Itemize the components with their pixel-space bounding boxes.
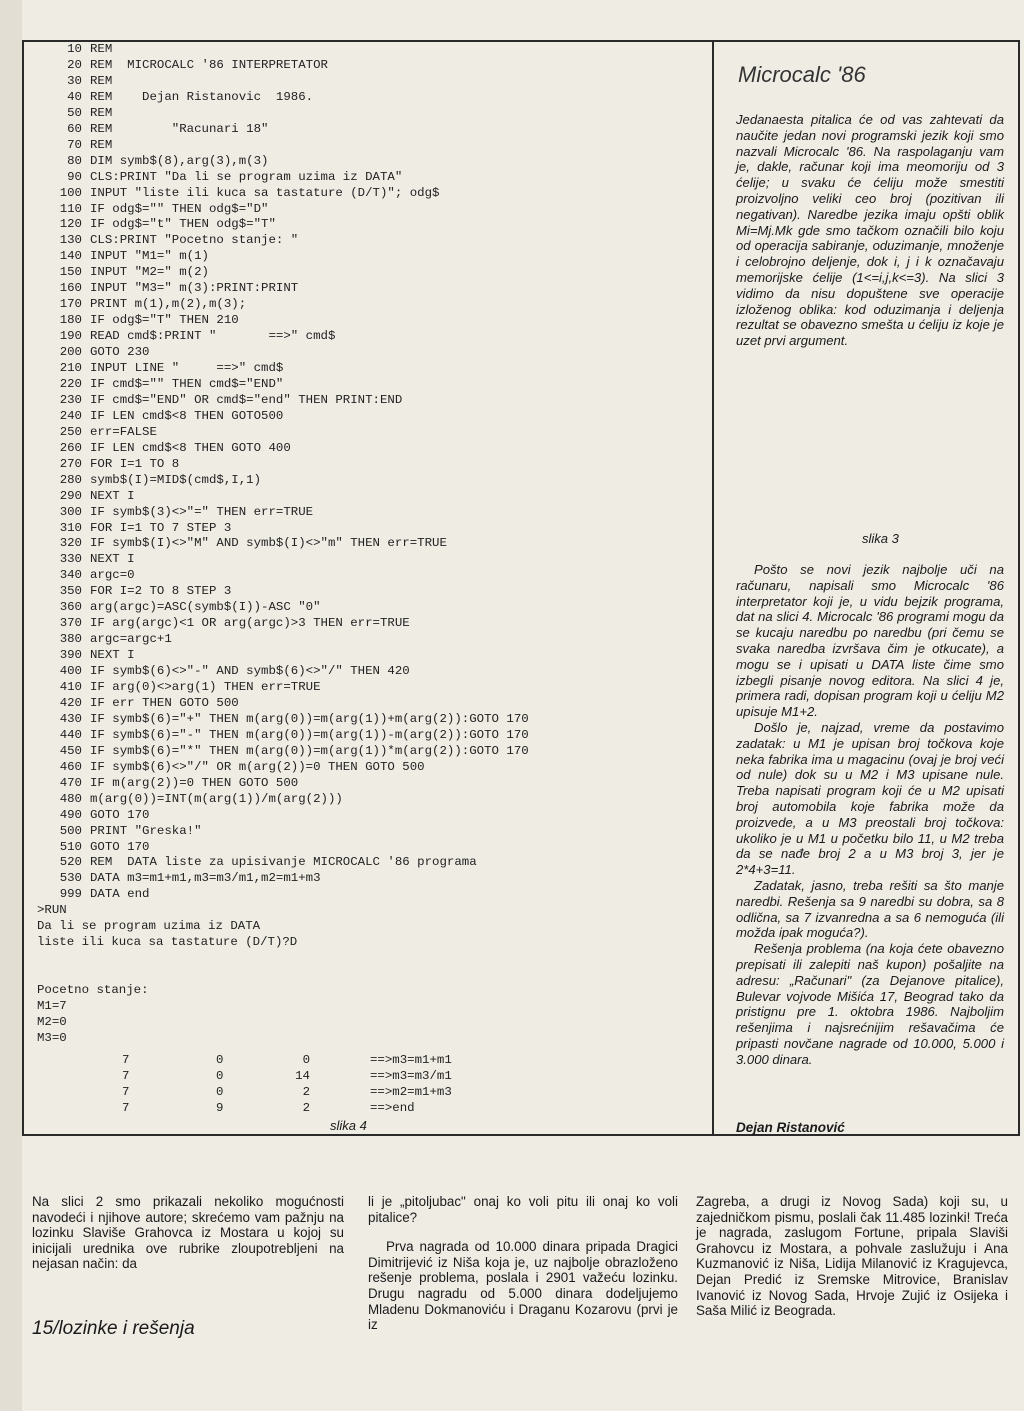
code-line — [24, 313, 239, 327]
line-number: 40 — [67, 89, 82, 104]
footer-column-3 — [696, 1194, 1008, 1319]
code-line — [24, 217, 276, 231]
code-line — [24, 329, 335, 343]
run-output-line: Pocetno stanje: — [37, 983, 149, 998]
output-table-cell: 9 — [216, 1100, 224, 1115]
code-line — [24, 249, 209, 263]
line-number: 420 — [59, 695, 82, 710]
line-number: 460 — [59, 759, 82, 774]
output-table-cell: 7 — [122, 1084, 130, 1099]
code-line — [24, 170, 402, 184]
output-table-cell: 7 — [122, 1068, 130, 1083]
line-number: 490 — [59, 807, 82, 822]
footer-paragraph: Prva nagrada od 10.000 dinara pripada Dragici Dimitrijević iz Niša koja je, uz najbolje obrazloženo rešenje problema, poslala i 2901 važeću lozinku. Drugu nagradu od 5.000 dinara dodeljujemo Mladenu Dokmanoviću i Draganu Kozarovu (prvi je iz — [368, 1239, 678, 1333]
code-text: IF symb$(6)<>"/" OR m(arg(2))=0 THEN GOTO 500 — [90, 759, 425, 774]
code-line — [24, 855, 477, 869]
main-panel — [22, 40, 1020, 1136]
code-line — [24, 186, 439, 200]
code-text: DATA m3=m1+m1,m3=m3/m1,m2=m1+m3 — [90, 871, 321, 886]
output-table-cell: 2 — [302, 1100, 310, 1115]
code-text: REM MICROCALC '86 INTERPRETATOR — [90, 57, 328, 72]
line-number: 330 — [59, 552, 82, 567]
line-number: 120 — [59, 217, 82, 232]
code-line — [24, 393, 402, 407]
line-number: 470 — [59, 775, 82, 790]
code-line — [24, 760, 425, 774]
line-number: 110 — [59, 201, 82, 216]
code-line — [24, 568, 135, 582]
line-number: 170 — [59, 297, 82, 312]
line-number: 260 — [59, 440, 82, 455]
code-line — [24, 505, 313, 519]
code-line — [24, 74, 112, 88]
article-author: Dejan Ristanović — [736, 1120, 845, 1135]
line-number: 200 — [59, 345, 82, 360]
run-output-line: liste ili kuca sa tastature (D/T)?D — [37, 935, 298, 950]
line-number: 340 — [59, 568, 82, 583]
line-number: 210 — [59, 361, 82, 375]
run-output-line: M2=0 — [37, 1014, 67, 1029]
footer-paragraph: Zagreba, a drugi iz Novog Sada) koji su, u zajedničkom pismu, poslali čak 11.485 lozinki! Treća je nagrada, zaslugom Fortune, pripala Slaviši Grahovcu iz Mostara, a pohvale zaslužuju i Ana Kuzmanović iz Niša, Lidija Milanović iz Kragujevca, Dejan Predić iz Sremske Mitrovice, Branislav Ivanović iz Novog Sada, Hrvoje Zujić iz Osijeka i Saša Milić iz Beograda. — [696, 1194, 1008, 1319]
output-table-cell: 2 — [302, 1084, 310, 1099]
code-line — [24, 871, 321, 885]
output-table-cell: 0 — [302, 1052, 310, 1067]
code-text: INPUT "M1=" m(1) — [90, 249, 209, 264]
code-line — [24, 138, 112, 152]
output-table-cell: 7 — [122, 1052, 130, 1067]
code-text: CLS:PRINT "Pocetno stanje: " — [90, 233, 299, 248]
line-number: 100 — [59, 185, 82, 200]
line-number: 90 — [67, 169, 82, 184]
article-paragraph: Zadatak, jasno, treba rešiti sa što manje naredbi. Rešenja sa 9 naredbi su dobra, sa 8 odlična, sa 7 izvanredna a sa 6 nemoguća (ili možda ipak moguća?). — [736, 877, 1004, 941]
code-text: GOTO 230 — [90, 345, 150, 360]
code-text: IF LEN cmd$<8 THEN GOTO 400 — [90, 440, 291, 455]
line-number: 390 — [59, 648, 82, 663]
code-text: IF symb$(6)<>"-" AND symb$(6)<>"/" THEN 420 — [90, 664, 410, 679]
code-text: INPUT "M2=" m(2) — [90, 265, 209, 280]
code-text: CLS:PRINT "Da li se program uzima iz DATA" — [90, 169, 403, 184]
code-text: REM — [90, 137, 113, 152]
line-number: 10 — [67, 42, 82, 56]
line-number: 220 — [59, 376, 82, 391]
code-line — [24, 297, 246, 311]
run-output-line: >RUN — [37, 903, 67, 918]
code-line — [24, 616, 410, 630]
code-line — [24, 233, 298, 247]
code-text: NEXT I — [90, 552, 135, 567]
code-line — [24, 840, 150, 854]
line-number: 410 — [59, 680, 82, 694]
line-number: 160 — [59, 281, 82, 296]
footer-paragraph: Na slici 2 smo prikazali nekoliko mogućnosti navodeći i njihove autore; skrećemo vam pažnju na lozinku Slaviše Grahovca iz Mostara u kojoj su inicijali urednika ove rubrike zloupotrebljeni na nejasan način: da — [32, 1194, 344, 1272]
line-number: 400 — [59, 664, 82, 679]
code-text: IF symb$(6)="-" THEN m(arg(0))=m(arg(1))-m(arg(2)):GOTO 170 — [90, 727, 529, 742]
line-number: 300 — [59, 504, 82, 519]
line-number: 450 — [59, 743, 82, 758]
line-number: 240 — [59, 408, 82, 423]
code-text: FOR I=2 TO 8 STEP 3 — [90, 584, 232, 599]
output-table-cell: 14 — [295, 1068, 310, 1083]
line-number: 280 — [59, 472, 82, 487]
line-number: 30 — [67, 73, 82, 88]
line-number: 130 — [59, 233, 82, 248]
code-line — [24, 552, 135, 566]
code-text: IF symb$(I)<>"M" AND symb$(I)<>"m" THEN err=TRUE — [90, 536, 447, 551]
code-line — [24, 345, 150, 359]
code-line — [24, 473, 261, 487]
output-table-cell: ==>m2=m1+m3 — [370, 1084, 452, 1099]
code-line — [24, 377, 283, 391]
page-edge — [0, 0, 22, 1411]
line-number: 150 — [59, 265, 82, 280]
code-text: IF m(arg(2))=0 THEN GOTO 500 — [90, 775, 299, 790]
article-paragraph: Pošto se novi jezik najbolje uči na računaru, napisali smo Microcalc '86 interpretator koji je, u vidu bejzik programa, dat na slici 4. Microcalc '86 programi mogu da se kucaju naredbu po naredbu (pri čemu se svaka naredba izvršava čim je otkucate), a mogu se i upisati u DATA liste čime smo izbegli pisanje novog editora. Na slici 4 je, primera radi, dopisan program koji u ćeliju M2 upisuje M1+2. — [736, 562, 1004, 720]
output-table-cell: ==>end — [370, 1100, 415, 1115]
code-text: DIM symb$(8),arg(3),m(3) — [90, 153, 269, 168]
code-text: READ cmd$:PRINT " ==>" cmd$ — [90, 329, 336, 344]
code-line — [24, 792, 343, 806]
line-number: 380 — [59, 632, 82, 647]
code-line — [24, 887, 150, 901]
basic-listing — [24, 42, 710, 1134]
code-line — [24, 409, 283, 423]
line-number: 50 — [67, 105, 82, 120]
code-text: IF LEN cmd$<8 THEN GOTO500 — [90, 408, 284, 423]
line-number: 80 — [67, 153, 82, 168]
code-text: REM "Racunari 18" — [90, 121, 269, 136]
code-text: IF symb$(3)<>"=" THEN err=TRUE — [90, 504, 314, 519]
code-text: argc=argc+1 — [90, 632, 172, 647]
code-line — [24, 457, 179, 471]
code-line — [24, 441, 291, 455]
code-text: arg(argc)=ASC(symb$(I))-ASC "0" — [90, 600, 321, 615]
article-title: Microcalc '86 — [738, 62, 866, 87]
code-text: PRINT "Greska!" — [90, 823, 202, 838]
code-text: IF symb$(6)="+" THEN m(arg(0))=m(arg(1))+m(arg(2)):GOTO 170 — [90, 711, 529, 726]
run-output-line: M3=0 — [37, 1030, 67, 1045]
code-text: argc=0 — [90, 568, 135, 583]
code-text: NEXT I — [90, 648, 135, 663]
code-text: REM — [90, 42, 113, 56]
code-line — [24, 680, 321, 694]
code-line — [24, 824, 202, 838]
code-line — [24, 425, 157, 439]
line-number: 70 — [67, 137, 82, 152]
footer-column-1 — [32, 1194, 344, 1272]
code-line — [24, 664, 410, 678]
code-line — [24, 42, 112, 56]
article-intro: Jedanaesta pitalica će od vas zahtevati da naučite jedan novi programski jezik koji smo nazvali Microcalc '86. Na raspolaganju vam je, dakle, računar koji ima meomoriju od 3 ćelije; u svaku će ćeliju može smestiti proizvoljno veliki ceo broj (pozitivan ili negativan). Naredbe jezika imaju opšti oblik Mi=Mj.Mk gde smo tačkom označili bilo koju od operacija sabiranje, oduzimanje, množenje i celobrojno deljenje, dok i, j i k označavaju memorijske ćelije (1<=i,j,k<=3). Na slici 3 vidimo da nisu dopuštene sve operacije izloženog oblika: kod oduzimanja i deljenja rezultat se obavezno smešta u ćeliju iz koje je uzet prvi argument. — [736, 112, 1004, 349]
line-number: 310 — [59, 520, 82, 535]
code-line — [24, 265, 209, 279]
code-text: REM Dejan Ristanovic 1986. — [90, 89, 314, 104]
code-text: INPUT "M3=" m(3):PRINT:PRINT — [90, 281, 299, 296]
line-number: 430 — [59, 711, 82, 726]
code-text: DATA end — [90, 887, 150, 902]
line-number: 320 — [59, 536, 82, 551]
output-table-cell: 0 — [216, 1068, 224, 1083]
code-line — [24, 600, 321, 614]
code-text: err=FALSE — [90, 424, 157, 439]
output-table-cell: 0 — [216, 1084, 224, 1099]
line-number: 20 — [67, 57, 82, 72]
code-line — [24, 728, 529, 742]
code-line — [24, 521, 231, 535]
line-number: 370 — [59, 616, 82, 631]
code-line — [24, 122, 268, 136]
article-paragraph: Rešenja problema (na koja ćete obavezno prepisati ili zalepiti naš kupon) pošaljite na adresu: „Računari" (za Dejanove pitalice), Bulevar vojvode Mišića 17, Beograd tako da pristignu pre 1. oktobra 1986. Najboljim rešenjima i najsrećnijim rešavačima će pripasti novčane nagrade od 10.000, 5.000 i 3.000 dinara. — [736, 941, 1004, 1067]
code-line — [24, 696, 239, 710]
figure-caption-4: slika 4 — [330, 1118, 367, 1133]
code-text: REM — [90, 73, 113, 88]
code-text: IF cmd$="" THEN cmd$="END" — [90, 376, 284, 391]
code-text: INPUT "liste ili kuca sa tastature (D/T)"; odg$ — [90, 185, 440, 200]
line-number: 270 — [59, 456, 82, 471]
code-text: IF cmd$="END" OR cmd$="end" THEN PRINT:END — [90, 392, 403, 407]
line-number: 530 — [59, 871, 82, 886]
code-line — [24, 361, 283, 375]
line-number: 360 — [59, 600, 82, 615]
article-body — [736, 562, 1004, 1068]
code-line — [24, 536, 447, 550]
footer-column-2 — [368, 1194, 678, 1333]
code-text: IF odg$="" THEN odg$="D" — [90, 201, 269, 216]
code-text: m(arg(0))=INT(m(arg(1))/m(arg(2))) — [90, 791, 343, 806]
code-text: IF arg(argc)<1 OR arg(argc)>3 THEN err=TRUE — [90, 616, 410, 631]
line-number: 440 — [59, 727, 82, 742]
figure-caption-3: slika 3 — [862, 531, 899, 546]
code-line — [24, 808, 150, 822]
code-text: IF symb$(6)="*" THEN m(arg(0))=m(arg(1))*m(arg(2)):GOTO 170 — [90, 743, 529, 758]
code-line — [24, 632, 172, 646]
line-number: 230 — [59, 392, 82, 407]
output-table-cell: 7 — [122, 1100, 130, 1115]
code-text: symb$(I)=MID$(cmd$,I,1) — [90, 472, 262, 487]
code-text: IF odg$="t" THEN odg$="T" — [90, 217, 276, 232]
line-number: 350 — [59, 584, 82, 599]
code-line — [24, 584, 231, 598]
line-number: 500 — [59, 823, 82, 838]
line-number: 180 — [59, 313, 82, 328]
run-output-line: M1=7 — [37, 999, 67, 1013]
code-text: REM DATA liste za upisivanje MICROCALC '86 programa — [90, 855, 477, 870]
code-text: PRINT m(1),m(2),m(3); — [90, 297, 247, 312]
code-line — [24, 712, 529, 726]
footer-paragraph: li je „pitoljubac" onaj ko voli pitu ili onaj ko voli pitalice? — [368, 1194, 678, 1225]
code-line — [24, 202, 268, 216]
line-number: 140 — [59, 249, 82, 264]
code-text: FOR I=1 TO 7 STEP 3 — [90, 520, 232, 535]
code-line — [24, 154, 268, 168]
line-number: 999 — [59, 887, 82, 902]
code-text: NEXT I — [90, 488, 135, 503]
code-line — [24, 489, 135, 503]
line-number: 480 — [59, 791, 82, 806]
code-text: REM — [90, 105, 113, 120]
output-table-cell: ==>m3=m3/m1 — [370, 1068, 452, 1083]
code-line — [24, 90, 313, 104]
code-text: IF err THEN GOTO 500 — [90, 695, 239, 710]
line-number: 190 — [59, 329, 82, 344]
code-line — [24, 744, 529, 758]
code-text: GOTO 170 — [90, 839, 150, 854]
code-text: IF odg$="T" THEN 210 — [90, 313, 239, 328]
code-text: FOR I=1 TO 8 — [90, 456, 180, 471]
code-line — [24, 281, 298, 295]
code-text: GOTO 170 — [90, 807, 150, 822]
code-line — [24, 648, 135, 662]
code-line — [24, 58, 328, 72]
run-output-line: Da li se program uzima iz DATA — [37, 919, 261, 934]
line-number: 250 — [59, 424, 82, 439]
line-number: 520 — [59, 855, 82, 870]
section-label: 15/lozinke i rešenja — [32, 1318, 195, 1339]
code-line — [24, 106, 112, 120]
code-text: INPUT LINE " ==>" cmd$ — [90, 361, 284, 375]
code-line — [24, 776, 298, 790]
line-number: 510 — [59, 839, 82, 854]
article-paragraph: Došlo je, najzad, vreme da postavimo zadatak: u M1 je upisan broj točkova koje neka fabrika ima u magacinu (ovaj je broj veći od nule) dok su u M2 i M3 upisane nule. Treba napisati program koji će u M2 upisati broj automobila koje fabrika može da proizvede, a u M3 preostali broj točkova: ukoliko je u M1 u početku bilo 11, u M2 treba da se nađe broj 2 a u M3 broj 3, jer je 2*4+3=11. — [736, 719, 1004, 878]
output-table-cell: 0 — [216, 1052, 224, 1067]
line-number: 60 — [67, 121, 82, 136]
output-table-cell: ==>m3=m1+m1 — [370, 1052, 452, 1067]
code-text: IF arg(0)<>arg(1) THEN err=TRUE — [90, 680, 321, 694]
article-sidebar — [714, 42, 1020, 1134]
line-number: 290 — [59, 488, 82, 503]
